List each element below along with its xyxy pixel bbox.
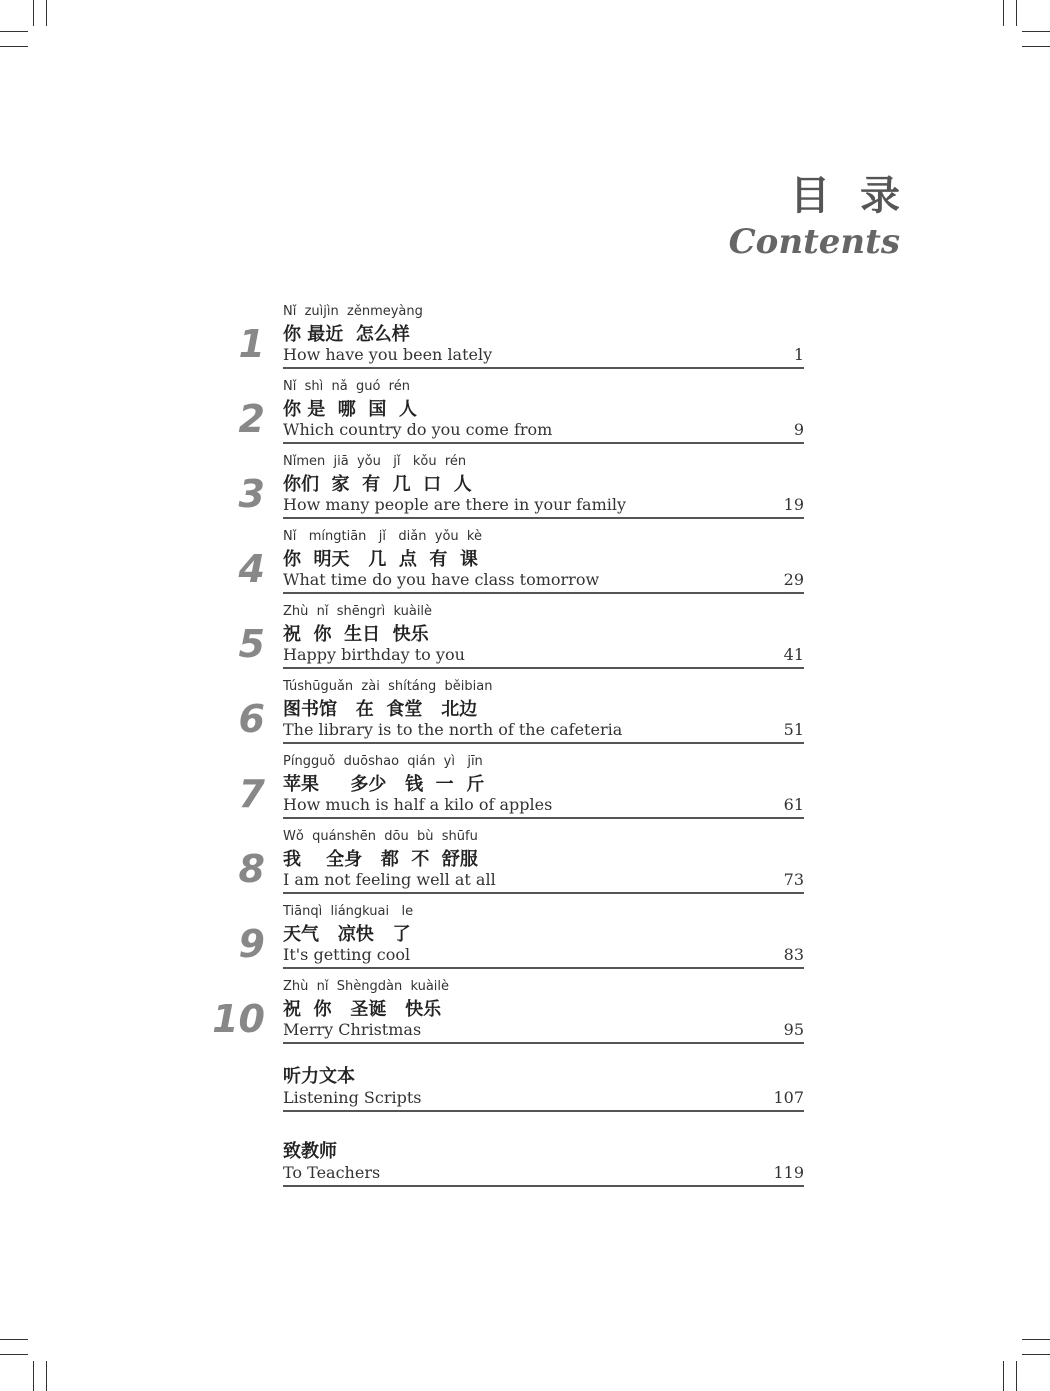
lesson-pinyin: Zhù nǐ Shèngdàn kuàilè	[283, 979, 450, 994]
divider	[283, 367, 804, 369]
lesson-title-chinese: 祝 你 圣诞 快乐	[283, 999, 442, 1020]
lesson-pinyin: Nǐ míngtiān jǐ diǎn yǒu kè	[283, 529, 482, 544]
page-number: 29	[783, 570, 804, 589]
crop-mark	[46, 0, 47, 26]
page-number: 51	[783, 720, 804, 739]
page-number: 73	[783, 870, 804, 889]
lesson-title-english: Merry Christmas	[283, 1020, 422, 1039]
crop-mark	[0, 1339, 28, 1340]
title-english: Contents	[728, 222, 900, 262]
lesson-number: 9	[238, 922, 265, 966]
divider	[283, 892, 804, 894]
lesson-number: 3	[238, 472, 265, 516]
lesson-title-english: It's getting cool	[283, 945, 411, 964]
page-number: 9	[793, 420, 804, 439]
crop-mark	[1022, 46, 1050, 47]
page-number: 119	[773, 1163, 804, 1182]
divider	[283, 592, 804, 594]
divider	[283, 667, 804, 669]
lesson-title-chinese: 祝 你 生日 快乐	[283, 624, 429, 645]
crop-mark	[1022, 31, 1050, 32]
lesson-number: 5	[238, 622, 265, 666]
crop-mark	[0, 1354, 28, 1355]
lesson-title-chinese: 你们 家 有 几 口 人	[283, 474, 472, 495]
divider	[283, 517, 804, 519]
lesson-title-english: How have you been lately	[283, 345, 493, 364]
lesson-title-chinese: 天气 凉快 了	[283, 924, 411, 945]
crop-mark	[1003, 0, 1004, 26]
crop-mark	[1016, 1361, 1017, 1391]
lesson-title-english: Happy birthday to you	[283, 645, 465, 664]
divider	[283, 1110, 804, 1112]
lesson-title-english: Which country do you come from	[283, 420, 553, 439]
divider	[283, 1042, 804, 1044]
page-number: 61	[783, 795, 804, 814]
page-title	[728, 172, 930, 262]
crop-mark	[0, 46, 28, 47]
lesson-title-chinese: 图书馆 在 食堂 北边	[283, 699, 478, 720]
divider	[283, 817, 804, 819]
lesson-title-chinese: 你 明天 几 点 有 课	[283, 549, 478, 570]
title-chinese: 目录	[790, 173, 930, 219]
lesson-number: 8	[238, 847, 265, 891]
lesson-pinyin: Nǐ zuìjìn zěnmeyàng	[283, 304, 423, 319]
lesson-title-english: What time do you have class tomorrow	[283, 570, 600, 589]
divider	[283, 442, 804, 444]
page-number: 95	[783, 1020, 804, 1039]
divider	[283, 967, 804, 969]
appendix-title-english: Listening Scripts	[283, 1088, 422, 1107]
crop-mark	[33, 0, 34, 26]
crop-mark	[1022, 1354, 1050, 1355]
lesson-pinyin: Nǐmen jiā yǒu jǐ kǒu rén	[283, 454, 467, 469]
lesson-number: 1	[238, 322, 265, 366]
lesson-title-english: How much is half a kilo of apples	[283, 795, 553, 814]
page-number: 1	[793, 345, 804, 364]
appendix-title-chinese: 听力文本	[283, 1066, 355, 1087]
divider	[283, 1185, 804, 1187]
crop-mark	[1022, 1339, 1050, 1340]
crop-mark	[1003, 1361, 1004, 1391]
lesson-pinyin: Zhù nǐ shēngrì kuàilè	[283, 604, 433, 619]
lesson-pinyin: Píngguǒ duōshao qián yì jīn	[283, 754, 483, 769]
crop-mark	[46, 1361, 47, 1391]
lesson-title-chinese: 你 是 哪 国 人	[283, 399, 417, 420]
lesson-pinyin: Nǐ shì nǎ guó rén	[283, 379, 410, 394]
divider	[283, 742, 804, 744]
page-number: 41	[783, 645, 804, 664]
lesson-title-english: The library is to the north of the cafeteria	[283, 720, 623, 739]
page-number: 83	[783, 945, 804, 964]
appendix-title-english: To Teachers	[283, 1163, 381, 1182]
page-number: 107	[773, 1088, 804, 1107]
lesson-number: 2	[238, 397, 265, 441]
crop-mark	[1016, 0, 1017, 26]
lesson-number: 4	[238, 547, 265, 591]
lesson-number: 10	[212, 997, 265, 1041]
crop-mark	[0, 31, 28, 32]
lesson-pinyin: Wǒ quánshēn dōu bù shūfu	[283, 829, 478, 844]
lesson-number: 6	[238, 697, 265, 741]
lesson-title-english: I am not feeling well at all	[283, 870, 496, 889]
lesson-pinyin: Túshūguǎn zài shítáng běibian	[283, 679, 493, 694]
page-number: 19	[783, 495, 804, 514]
lesson-title-chinese: 我 全身 都 不 舒服	[283, 849, 478, 870]
lesson-title-chinese: 苹果 多少 钱 一 斤	[283, 774, 485, 795]
lesson-title-english: How many people are there in your family	[283, 495, 627, 514]
lesson-number: 7	[238, 772, 265, 816]
lesson-title-chinese: 你 最近 怎么样	[283, 324, 410, 345]
lesson-pinyin: Tiānqì liángkuai le	[283, 904, 414, 919]
crop-mark	[33, 1361, 34, 1391]
appendix-title-chinese: 致教师	[283, 1141, 337, 1162]
